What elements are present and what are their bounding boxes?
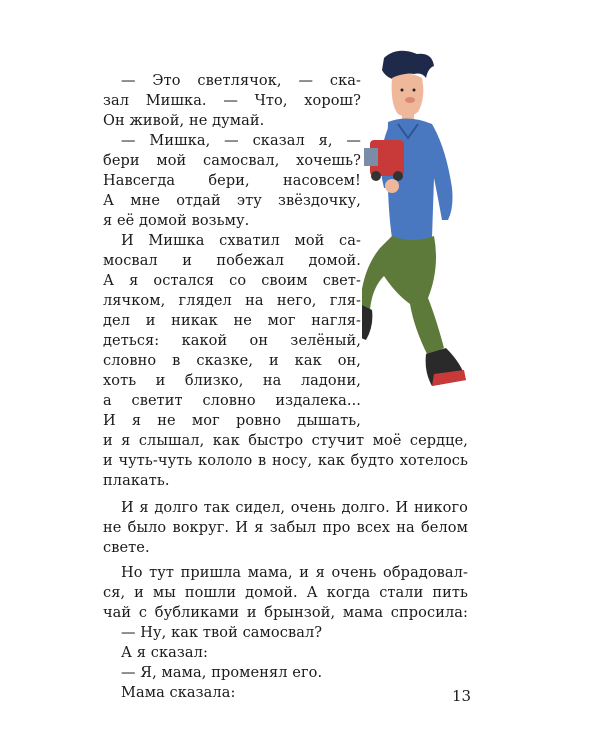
text-line: я её домой возьму. [103, 213, 250, 229]
toy-truck [364, 140, 404, 176]
text-line: И я долго так сидел, очень долго. И никого [121, 500, 468, 516]
text-line: лячком, глядел на него, гля- [103, 293, 361, 309]
text-line: — Мишка, — сказал я, — [121, 133, 361, 149]
text-line: А мне отдай эту звёздочку, [103, 193, 361, 209]
text-line: хоть и близко, на ладони, [103, 373, 361, 389]
text-line: словно в сказке, и как он, [103, 353, 361, 369]
text-line: свете. [103, 540, 150, 556]
text-line: бери мой самосвал, хочешь? [103, 153, 361, 169]
text-line: чай с бубликами и брынзой, мама спросила: [103, 605, 468, 621]
text-line: Он живой, не думай. [103, 113, 265, 129]
boy-illustration [362, 48, 470, 403]
text-line: а светит словно издалека... [103, 393, 361, 409]
text-line: — Это светлячок, — ска- [121, 73, 361, 89]
text-line: и чуть-чуть кололо в носу, как будто хотелось [103, 453, 468, 469]
text-line: А я сказал: [121, 645, 208, 661]
text-line: плакать. [103, 473, 170, 489]
text-line: зал Мишка. — Что, хорош? [103, 93, 361, 109]
text-line: И Мишка схватил мой са- [121, 233, 361, 249]
text-line: А я остался со своим свет- [103, 273, 361, 289]
text-line: — Ну, как твой самосвал? [121, 625, 323, 641]
text-line: дел и никак не мог нагля- [103, 313, 361, 329]
boy-pants [362, 236, 444, 356]
text-line: И я не мог ровно дышать, [103, 413, 361, 429]
text-line: Но тут пришла мама, и я очень обрадовал- [121, 565, 468, 581]
text-line: Навсегда бери, насовсем! [103, 173, 361, 189]
boy-shoe-back [362, 304, 372, 340]
boy-face [392, 74, 424, 117]
text-line: — Я, мама, променял его. [121, 665, 323, 681]
text-line: мосвал и побежал домой. [103, 253, 361, 269]
page-number: 13 [452, 687, 472, 705]
text-line: не было вокруг. И я забыл про всех на белом [103, 520, 468, 536]
text-line: и я слышал, как быстро стучит моё сердце, [103, 433, 468, 449]
text-line: Мама сказала: [121, 685, 236, 701]
text-line: деться: какой он зелёный, [103, 333, 361, 349]
text-line: ся, и мы пошли домой. А когда стали пить [103, 585, 468, 601]
